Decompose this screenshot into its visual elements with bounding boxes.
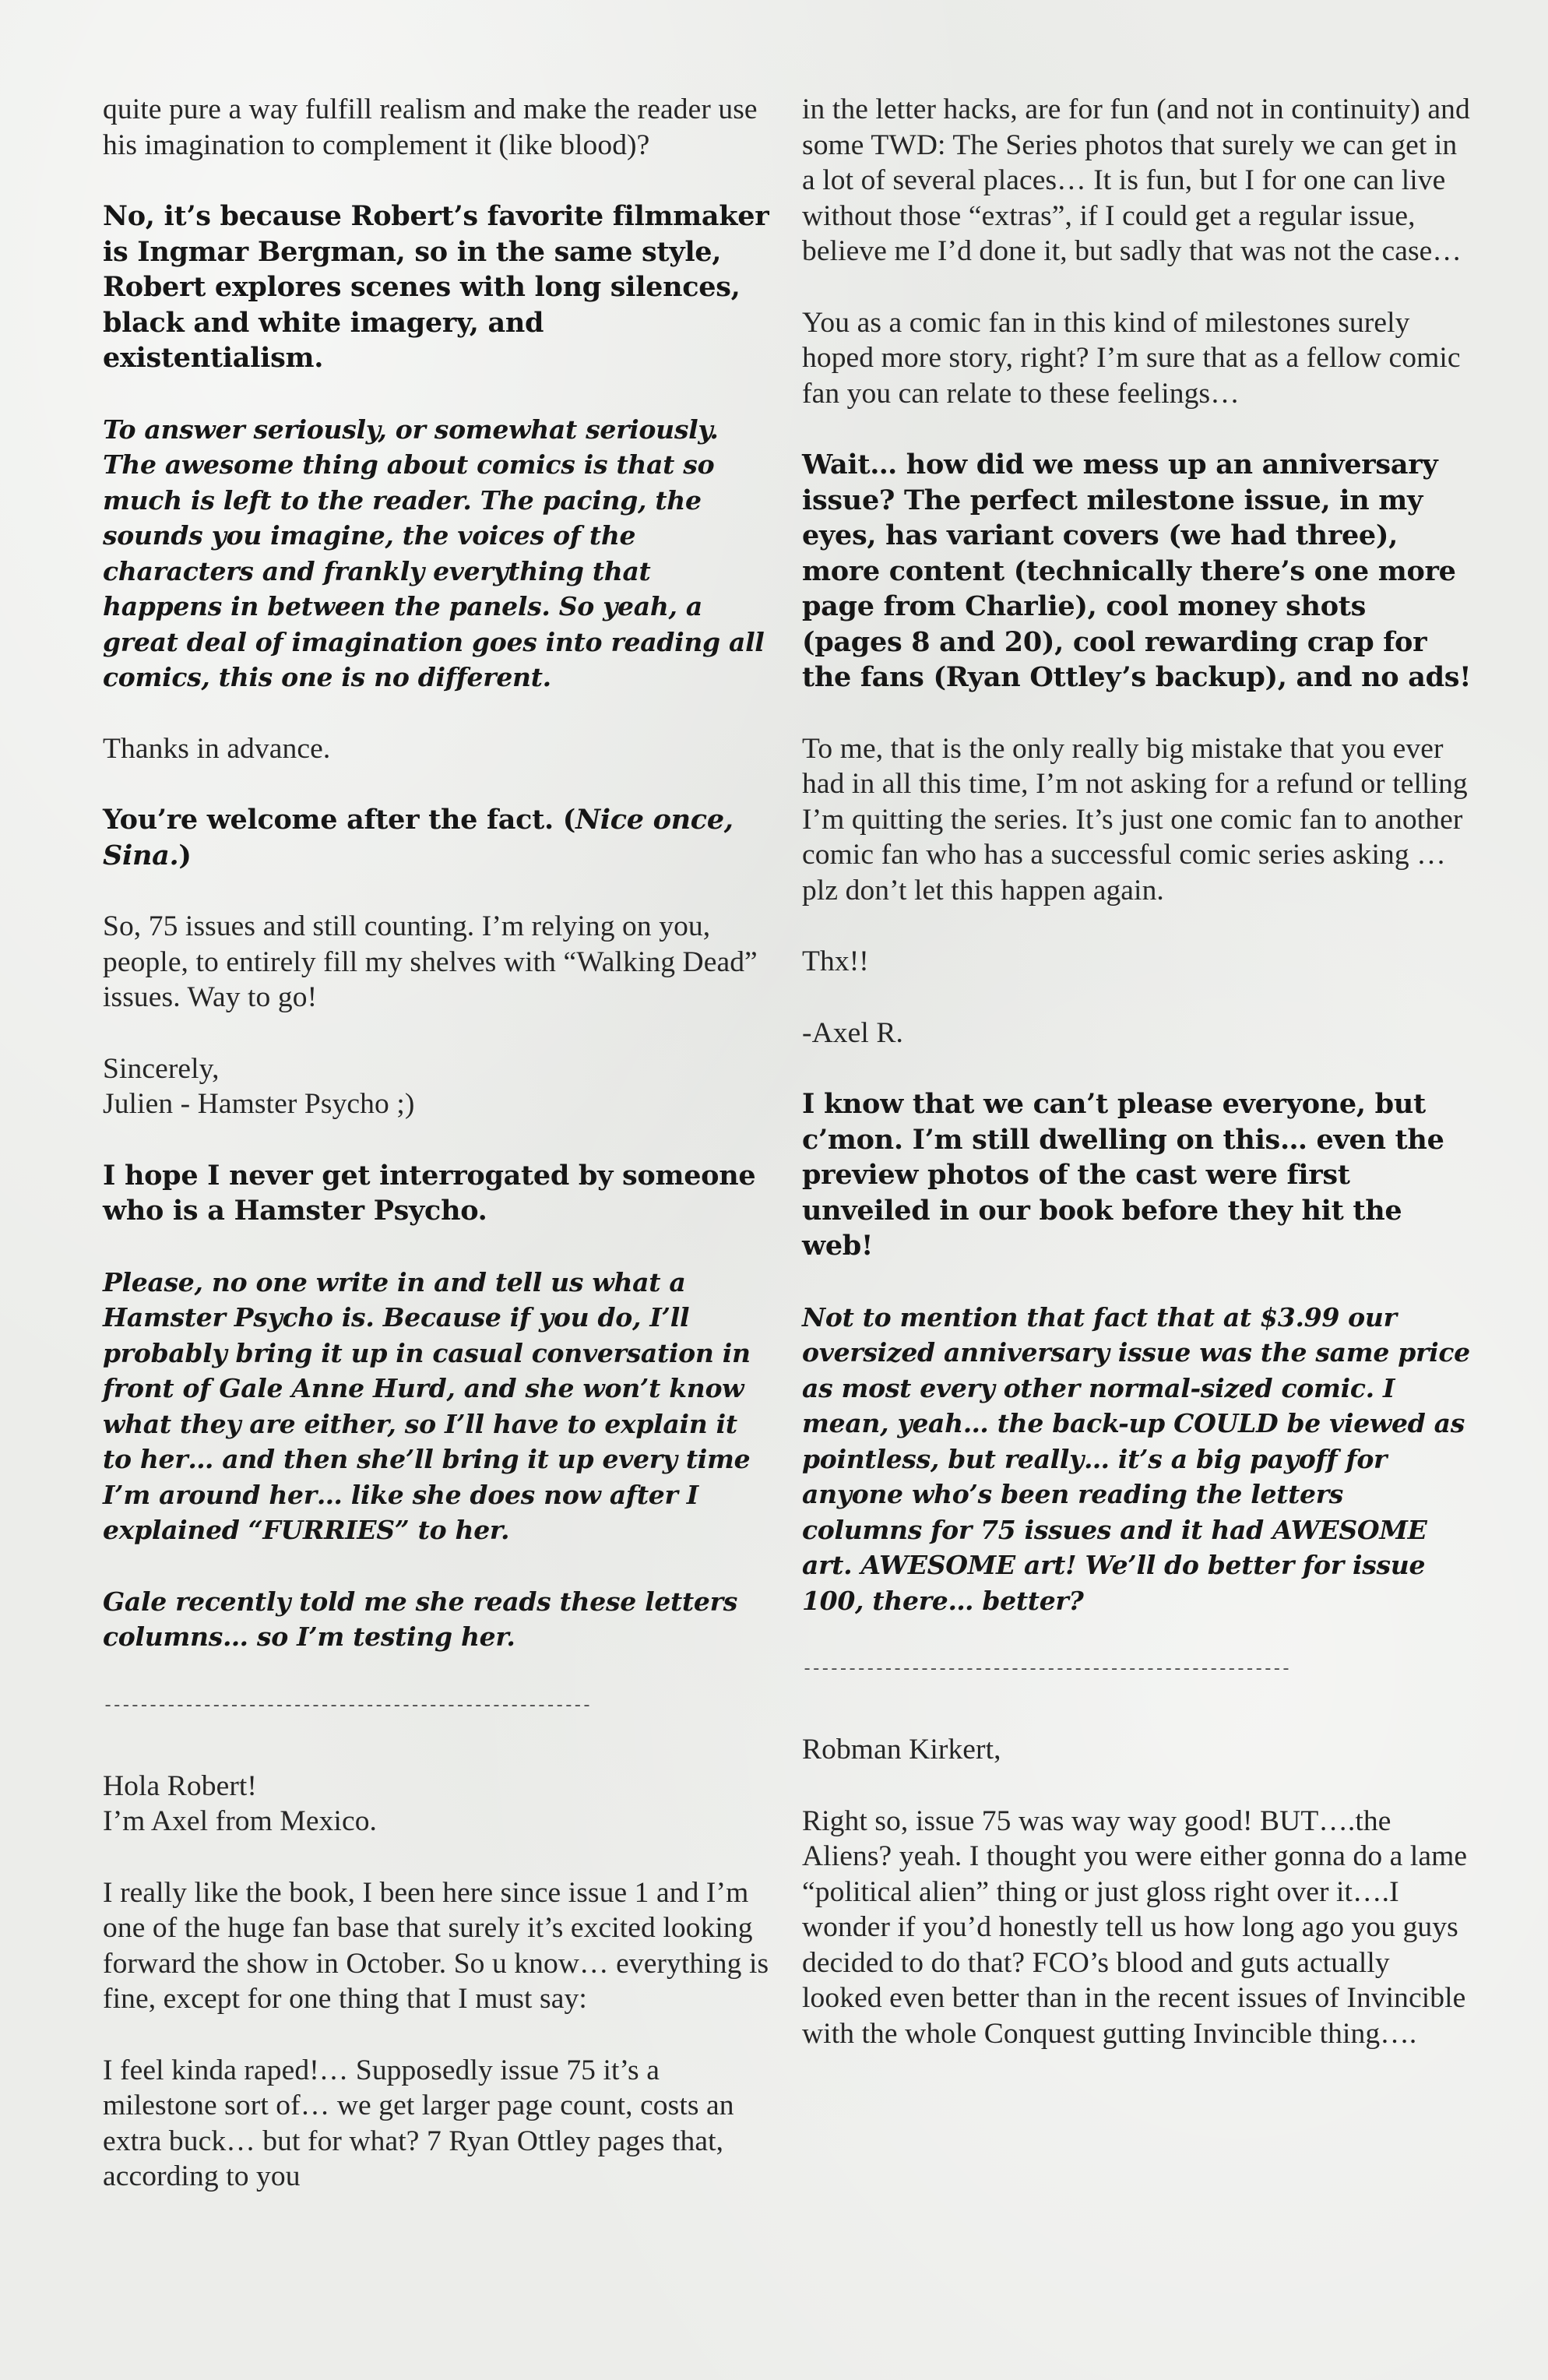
reply-text: ) <box>178 839 192 871</box>
editor-reply: Wait… how did we mess up an anniversary issue? The perfect milestone issue, in my eyes, has variant covers (we had three), more content (technically there’s one more page from Charlie), cool money shots (pages 8 and 20), cool rewarding crap for the fans (Ryan Ottley’s backup), and no ads! <box>802 449 1472 693</box>
letter-paragraph: Thanks in advance. <box>103 732 331 765</box>
editor-reply-italic: To answer seriously, or somewhat seriously. The awesome thing about comics is that so much is left to the reader. The pacing, the sounds you imagine, the voices of the characters and frankly everything that happens in between the panels. So yeah, a great deal of imagination goes into reading all comics, this one is no different. <box>103 414 765 692</box>
letter-paragraph: Right so, issue 75 was way way good! BUT….the Aliens? yeah. I thought you were either gonna do a lame “political alien” thing or just gloss right over it….I wonder if you’d honestly tell us how long ago you guys decided to do that? FCO’s blood and guts actually looked even better than in the recent issues of Invincible with the whole Conquest gutting Invincible thing…. <box>802 1804 1468 2050</box>
signoff-name: Julien - Hamster Psycho ;) <box>103 1088 415 1120</box>
left-column <box>103 92 772 2230</box>
greeting-line: Hola Robert! <box>103 1769 258 1802</box>
section-divider: ------------------------------------------------------ <box>103 1695 591 1716</box>
letter-greeting: Robman Kirkert, <box>802 1734 1001 1766</box>
editor-reply-italic: Gale recently told me she reads these letters columns… so I’m testing her. <box>103 1586 737 1652</box>
letter-paragraph: I really like the book, I been here since issue 1 and I’m one of the huge fan base that surely it’s excited looking forward the show in October. So u know… everything is fine, except for one thing that I must say: <box>103 1876 769 2015</box>
section-divider: ------------------------------------------------------ <box>802 1660 1290 1679</box>
letter-paragraph: Thx!! <box>802 945 869 977</box>
letter-greeting <box>103 1769 772 1840</box>
letter-paragraph: So, 75 issues and still counting. I’m relying on you, people, to entirely fill my shelves with “Walking Dead” issues. Way to go! <box>103 910 758 1013</box>
editor-reply-italic: Please, no one write in and tell us what a Hamster Psycho is. Because if you do, I’ll probably bring it up in casual conversation in front of Gale Anne Hurd, and she won’t know what they are either, so I’ll have to explain it to her… and then she’ll bring it up every time I’m around her… like she does now after I explained “FURRIES” to her. <box>103 1266 751 1545</box>
letter-paragraph: To me, that is the only really big mistake that you ever had in all this time, I’m not asking for a refund or telling I’m quitting the series. It’s just one comic fan to another comic fan who has a successful comic series asking … plz don’t let this happen again. <box>802 732 1468 907</box>
greeting-line: I’m Axel from Mexico. <box>103 1805 378 1837</box>
editor-reply <box>103 802 772 873</box>
letter-signoff <box>103 1051 772 1122</box>
reply-text: You’re welcome after the fact. ( <box>103 804 576 836</box>
reply-aside: Nice once, Sina. <box>103 804 734 871</box>
editor-reply: I know that we can’t please everyone, but c’mon. I’m still dwelling on this… even the preview photos of the cast were first unveiled in our book before they hit the web! <box>802 1088 1444 1262</box>
editor-reply: I hope I never get interrogated by someone who is a Hamster Psycho. <box>103 1159 756 1227</box>
letter-paragraph: quite pure a way fulfill realism and make the reader use his imagination to complement it (like blood)? <box>103 93 758 161</box>
editor-reply: No, it’s because Robert’s favorite filmmaker is Ingmar Bergman, so in the same style, Robert explores scenes with long silences, black and white imagery, and existentialism. <box>103 200 769 374</box>
letter-paragraph: in the letter hacks, are for fun (and not in continuity) and some TWD: The Series photos that surely we can get in a lot of several places… It is fun, but I for one can live without those “extras”, if I could get a regular issue, believe me I’d done it, but sadly that was not the case… <box>802 93 1470 267</box>
letter-signature: -Axel R. <box>802 1016 903 1049</box>
letter-paragraph: You as a comic fan in this kind of milestones surely hoped more story, right? I’m sure that as a fellow comic fan you can relate to these feelings… <box>802 306 1461 410</box>
letter-paragraph: I feel kinda raped!… Supposedly issue 75 it’s a milestone sort of… we get larger page count, costs an extra buck… but for what? 7 Ryan Ottley pages that, according to you <box>103 2054 734 2192</box>
signoff-line: Sincerely, <box>103 1052 220 1085</box>
right-column <box>802 92 1472 2087</box>
editor-reply-italic: Not to mention that fact that at $3.99 our oversized anniversary issue was the same price as most every other normal-sized comic. I mean, yeah… the back-up COULD be viewed as pointless, but really… it’s a big payoff for anyone who’s been reading the letters columns for 75 issues and it had AWESOME art. AWESOME art! We’ll do better for issue 100, there… better? <box>802 1301 1470 1616</box>
